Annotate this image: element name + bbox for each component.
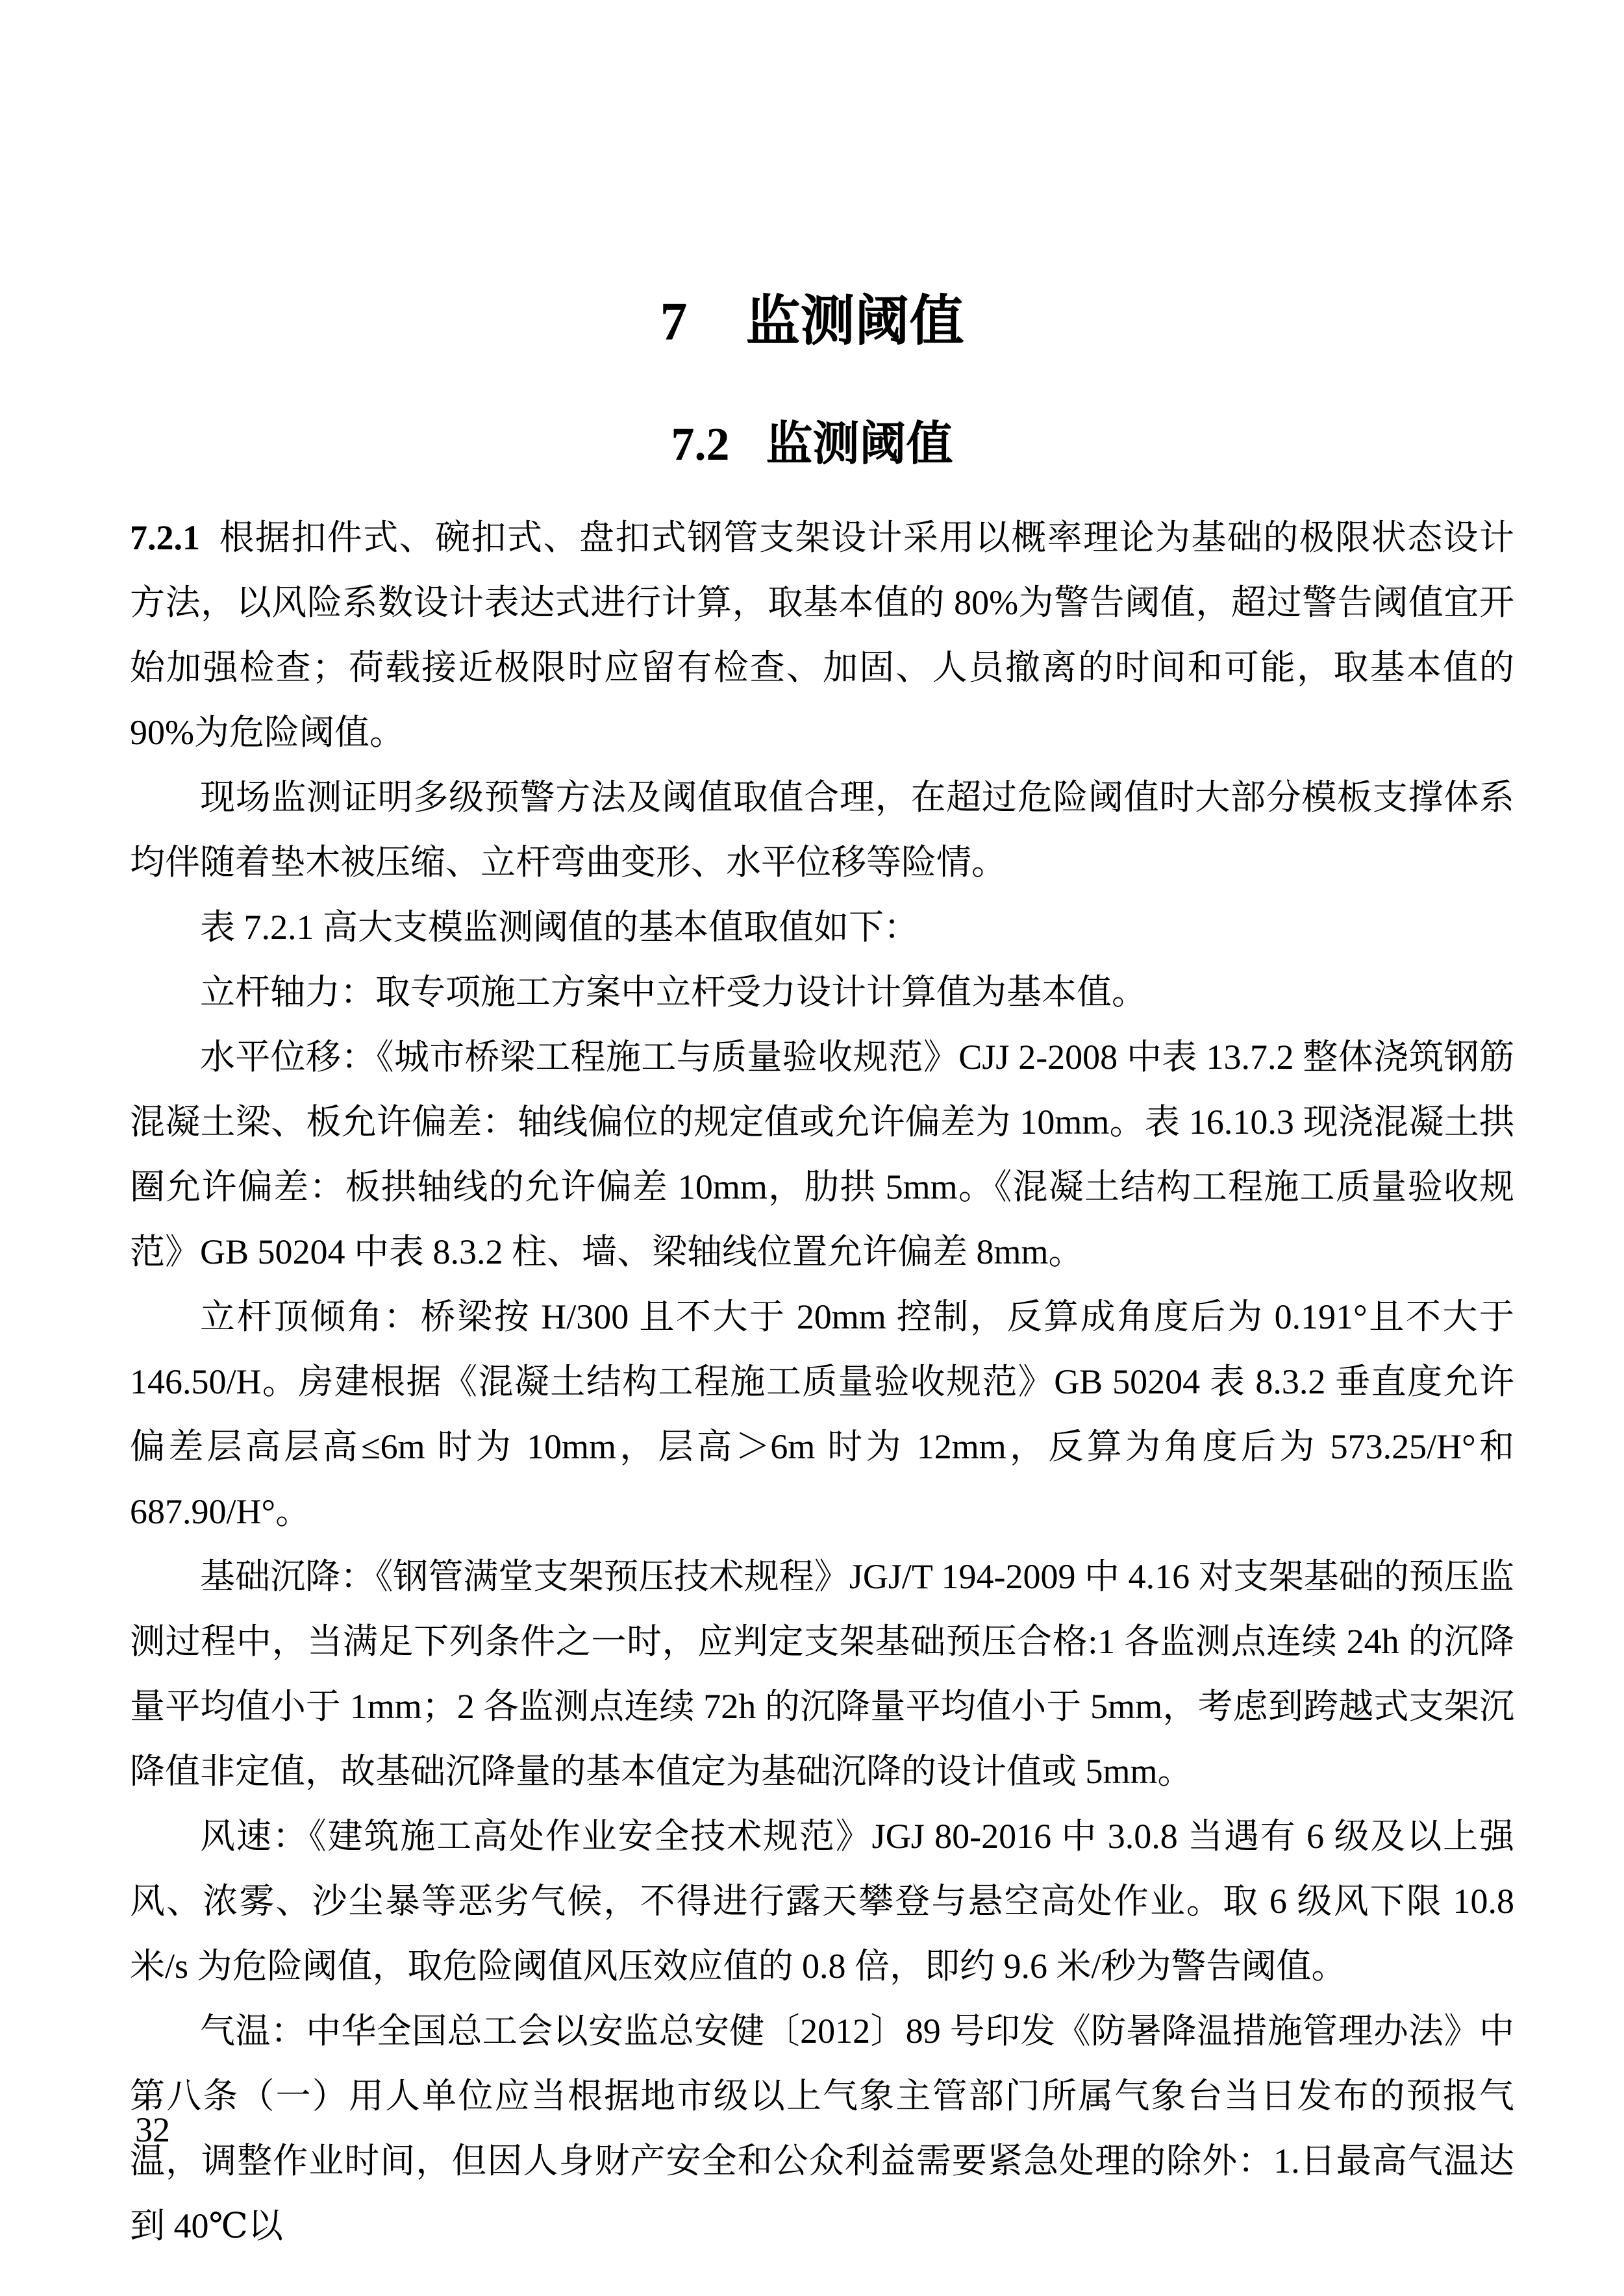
clause-number: 7.2.1 [130, 518, 200, 557]
paragraph: 水平位移：《城市桥梁工程施工与质量验收规范》CJJ 2-2008 中表 13.7.2 整体浇筑钢筋混凝土梁、板允许偏差：轴线偏位的规定值或允许偏差为 10mm。表 16.10.3 现浇混凝土拱圈允许偏差：板拱轴线的允许偏差 10mm，肋拱 5mm。《混凝土结构工程施工质量验收规范》GB 50204 中表 8.3.2 柱、墙、梁轴线位置允许偏差 8mm。 [130, 1038, 1514, 1271]
paragraph: 现场监测证明多级预警方法及阈值取值合理，在超过危险阈值时大部分模板支撑体系均伴随着垫木被压缩、立杆弯曲变形、水平位移等险情。 [130, 778, 1514, 882]
clause-text: 根据扣件式、碗扣式、盘扣式钢管支架设计采用以概率理论为基础的极限状态设计方法，以风险系数设计表达式进行计算，取基本值的 80%为警告阈值，超过警告阈值宜开始加强检查；荷载接近极限时应留有检查、加固、人员撤离的时间和可能，取基本值的 90%为危险阈值。 [130, 518, 1514, 752]
paragraph: 立杆顶倾角：桥梁按 H/300 且不大于 20mm 控制，反算成角度后为 0.191°且不大于 146.50/H。房建根据《混凝土结构工程施工质量验收规范》GB 50204 表 8.3.2 垂直度允许偏差层高层高≤6m 时为 10mm，层高＞6m 时为 12mm，反算为角度后为 573.25/H°和 687.90/H°。 [130, 1297, 1514, 1531]
paragraph-clause-721 [130, 505, 1514, 765]
paragraph: 风速：《建筑施工高处作业安全技术规范》JGJ 80-2016 中 3.0.8 当遇有 6 级及以上强风、浓雾、沙尘暴等恶劣气候，不得进行露天攀登与悬空高处作业。取 6 级风下限 10.8 米/s 为危险阈值，取危险阈值风压效应值的 0.8 倍，即约 9.6 米/秒为警告阈值。 [130, 1817, 1514, 1986]
paragraph: 立杆轴力：取专项施工方案中立杆受力设计计算值为基本值。 [200, 973, 1147, 1012]
chapter-heading [0, 291, 1624, 353]
body-text [130, 505, 1514, 2258]
section-title: 监测阈值 [766, 418, 953, 470]
section-number: 7.2 [671, 418, 730, 470]
paragraph: 气温：中华全国总工会以安监总安健〔2012〕89 号印发《防暑降温措施管理办法》中第八条（一）用人单位应当根据地市级以上气象主管部门所属气象台当日发布的预报气温，调整作业时间，但因人身财产安全和公众利益需要紧急处理的除外：1.日最高气温达到 40℃以 [130, 2012, 1514, 2245]
paragraph: 表 7.2.1 高大支模监测阈值的基本值取值如下： [200, 908, 919, 947]
section-heading [0, 417, 1624, 471]
chapter-number: 7 [660, 292, 688, 352]
paragraph: 基础沉降：《钢管满堂支架预压技术规程》JGJ/T 194-2009 中 4.16 对支架基础的预压监测过程中，当满足下列条件之一时，应判定支架基础预压合格:1 各监测点连续 24h 的沉降量平均值小于 1mm；2 各监测点连续 72h 的沉降量平均值小于 5mm，考虑到跨越式支架沉降值非定值，故基础沉降量的基本值定为基础沉降的设计值或 5mm。 [130, 1557, 1514, 1791]
page-number: 32 [135, 2110, 170, 2149]
chapter-title: 监测阈值 [745, 292, 964, 352]
